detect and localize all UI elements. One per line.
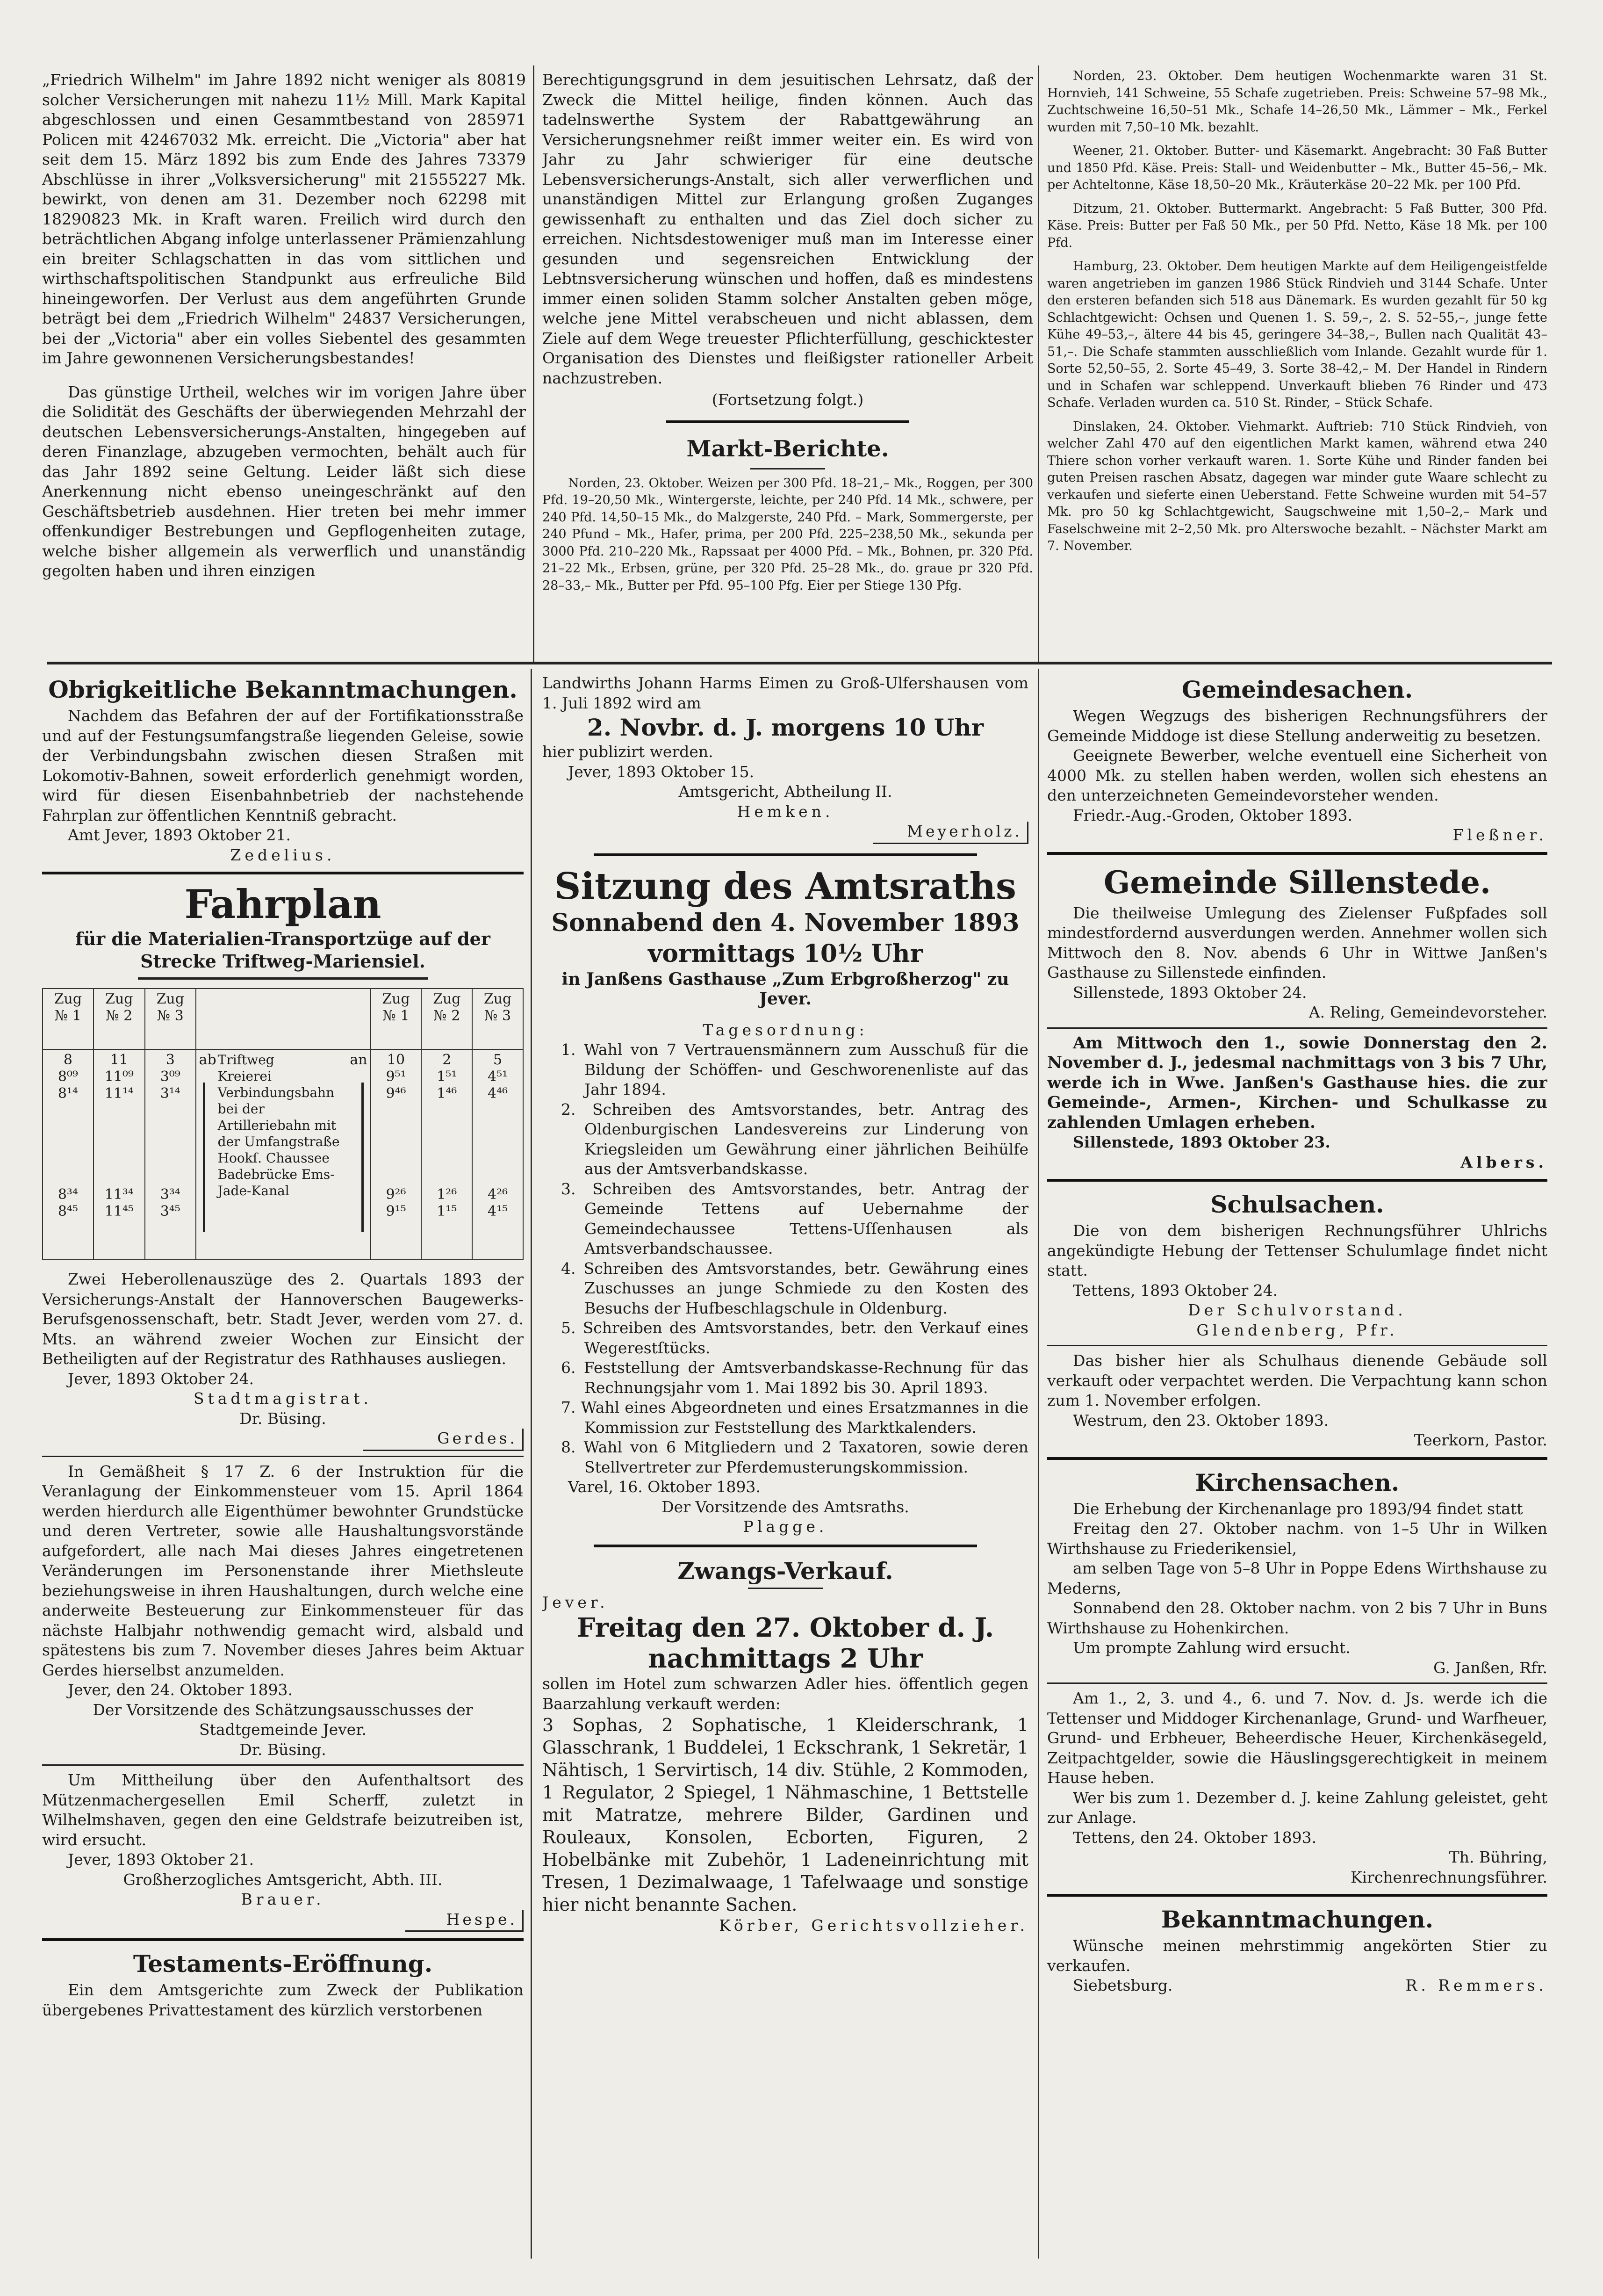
notice-place-date: Sillenstede, 1893 Oktober 23. [1073,1133,1330,1151]
market-report: Hamburg, 23. Oktober. Dem heutigen Markte auf dem Heiligengeistfelde waren angetrieben im ganzen 1986 Stück Rindvieh und 3144 Schafe. Unter den ersteren befanden sich 518 aus Dänemark. Es wurden gezahlt für 50 kg Schlachtgewicht: Ochsen und Quenen 1. S. 59,–, 2. S. 52–55,–, junge fette Kühe 49–53,–, ältere 44 bis 45, geringere 34–38,–, Bullen nach Qualität 43–51,–. Die Schafe stammten ausschließlich vom Inlande. Gezahlt wurde für 1. Sorte 52,50–55, 2. Sorte 45–49, 3. Sorte 38–42,– M. Der Handel in Rindern und in Schafen war schleppend. Unverkauft blieben 76 Rinder und 473 Schafe. Verladen wurden ca. 510 St. Rinder, – Stück Schafe. [1047,259,1547,410]
timetable-header: Zug № 2 [93,989,145,1049]
publication-date: 2. Novbr. d. J. morgens 10 Uhr [587,714,984,741]
timetable-stations [196,1049,371,1260]
article-paragraph: Das günstige Urtheil, welches wir im vorigen Jahre über die Solidität des Geschäfts der überwiegenden Mehrzahl der deutschen Lebensversicherungs-Anstalten, hingegeben auf deren Finanzlage, abzugeben vermochten, behält auch für das Jahr 1892 seine Geltung. Leider läßt sich diese Anerkennung nicht ebenso uneingeschränkt auf den Geschäftsbetrieb ausdehnen. Hier treten bei mehr immer offenkundiger Bestrebungen und Gepflogenheiten zutage, welche bisher allgemein als verwerflich und unanständig gegolten haben und ihren einzigen [42,383,526,580]
notice-text: Ein dem Amtsgerichte zum Zweck der Publikation übergebenes Privattestament des kürzlich verstorbenen [42,1981,524,2019]
notice-place-date: Tettens, 1893 Oktober 24. [1073,1281,1278,1300]
timetable-title: Fahrplan [184,881,381,927]
agenda-item: 6. Feststellung der Amtsverbandskasse-Rechnung für das Rechnungsjahr vom 1. Mai 1892 bis 30. April 1893. [561,1358,1028,1397]
notice-text: Wer bis zum 1. Dezember d. J. keine Zahlung geleistet, geht zur Anlage. [1047,1788,1547,1827]
notice-text: Die theilweise Umlegung des Zielenser Fußpfades soll mindestfordernd ausverdungen werden. Annehmer wollen sich Mittwoch den 8. Nov. abends 6 Uhr in Wittwe Janßen's Gasthause zu Sillenstede einfinden. [1047,903,1547,982]
divider [1047,1894,1547,1897]
notice-signature: Dr. Büsing. [239,1740,326,1759]
market-report: Ditzum, 21. Oktober. Buttermarkt. Angebracht: 5 Faß Butter, 300 Pfd. Käse. Preis: Butter per Faß 50 Mk., per 50 Pfd. Netto, Käse 18 Mk. per 100 Pfd. [1047,201,1547,250]
column-divider [1038,669,1039,2259]
notice-clerk-signature: Hespe. [405,1910,524,1932]
timetable-times: 3 3⁰⁹ 3¹⁴ 3³⁴ 3⁴⁵ [145,1049,196,1260]
divider [42,1456,524,1457]
notice-signature: Teerkorn, Pastor. [1414,1431,1547,1449]
notice-place-date: Friedr.-Aug.-Groden, Oktober 1893. [1073,806,1352,824]
timetable-subtitle: für die Materialien-Transportzüge auf der Strecke Triftweg-Mariensiel. [75,928,490,972]
market-reports-heading: Markt-Berichte. [686,435,889,462]
notice-signature: Glendenberg, Pfr. [1196,1321,1398,1339]
notice-text: Landwirths Johann Harms Eimen zu Groß-Ulfershausen vom 1. Juli 1892 wird am [542,674,1028,712]
notice-text: sollen im Hotel zum schwarzen Adler hies. öffentlich gegen Baarzahlung verkauft werden: [542,1675,1028,1713]
notice-text: Nachdem das Befahren der auf der Fortifikationsstraße und auf der Festungsumfangstraße liegenden Geleise, sowie der Verbindungsbahn zwischen diesen Straßen mit Lokomotiv-Bahnen, soweit erforderlich genehmigt worden, wird für diesen Eisenbahnbetrieb der nachstehende Fahrplan zur öffentlichen Kenntniß gebracht. [42,707,524,824]
down-arrow-icon [203,1083,205,1232]
sillenstede-heading: Gemeinde Sillenstede. [1104,864,1491,901]
article-column-2 [542,70,1033,678]
forced-sale-heading: Zwangs-Verkauf. [677,1557,893,1585]
school-heading: Schulsachen. [1210,1191,1384,1218]
divider [1047,852,1547,855]
notice-place-date: Jever, den 24. Oktober 1893. [68,1681,293,1699]
notices-column-1 [42,673,524,2254]
market-report: Dinslaken, 24. Oktober. Viehmarkt. Auftrieb: 710 Stück Rindvieh, von welcher Zahl 470 auf den eigentlichen Markt kamen, während etwa 240 Thiere schon vorher verkauft waren. 1. Sorte Kühe und Rinder fanden bei guten Preisen raschen Absatz, dagegen war minder gute Waare schlecht zu verkaufen und sieferte einen Ueberstand. Fette Schweine wurden mit 54–57 Mk. pro 50 kg Schlachtgewicht, Saugschweine mit 1,50–2,– Mark und Faselschweine mit 2–2,50 Mk. pro Alterswoche bezahlt. – Nächster Markt am 7. November. [1047,419,1547,553]
announcement-footer [1047,1976,1547,1996]
notice-clerk-signature: Gerdes. [363,1429,524,1451]
notice-signature: Stadtmagistrat. [194,1389,372,1408]
official-notices-heading: Obrigkeitliche Bekanntmachungen. [48,676,518,703]
column-divider [531,669,532,2259]
notice-clerk-signature: Meyerholz. [873,822,1028,844]
agenda-item: 8. Wahl von 6 Mitgliedern und 2 Taxatoren, sowie deren Stellvertreter zur Pferdemusterungskommission. [561,1438,1028,1476]
article-paragraph: Berechtigungsgrund in dem jesuitischen Lehrsatz, daß der Zweck die Mittel heilige, finden können. Auch das tadelnswerthe System der Rabattgewährung an Versicherungsnehmer reißt immer weiter ein. Es wird von Jahr zu Jahr schwieriger für eine deutsche Lebensversicherungs-Anstalt, sich aller verwerflichen und unanständigen Mittel zur Erlangung großen Zuganges gewissenhaft zu enthalten und das Ziel doch sicher zu erreichen. Nichtsdestoweniger muß man im Interesse einer gesunden und segensreichen Entwicklung der Lebtnsversicherung wünschen und hoffen, daß es mindestens immer einen soliden Stamm solcher Anstalten geben möge, welche jene Mittel verabscheuen und nicht ablassen, dem Ziele auf dem Wege treuester Pflichterfüllung, geschicktester Organisation des Dienstes und fleißigster rationeller Arbeit nachzustreben. [542,71,1033,387]
market-report-norden: Norden, 23. Oktober. Weizen per 300 Pfd. 18–21,– Mk., Roggen, per 300 Pfd. 19–20,50 Mk., Wintergerste, leichte, per 240 Pfd. 14 Mk., schwere, per 240 Pfd. 14,50–15 Mk., do Malzgerste, 240 Pfd. – Mark, Sommergerste, per 240 Pfund – Mk., Hafer, prima, per 200 Pfd. 225–238,50 Mk., sekunda per 3000 Pfd. 210–220 Mk., Rapssaat per 4000 Pfd. – Mk., Bohnen, pr. 320 Pfd. 21–22 Mk., Erbsen, grüne, per 320 Pfd. 25–28 Mk., do. graue pr 320 Pfd. 28–33,– Mk., Butter per Pfd. 95–100 Pfg. Eier per Stiege 130 Pfg. [542,476,1033,593]
market-report: Norden, 23. Oktober. Dem heutigen Wochenmarkte waren 31 St. Hornvieh, 141 Schweine, 55 Schafe zugetrieben. Preis: Schweine 57–98 Mk., Zuchtschweine 16,50–51 Mk., Schafe 14–26,50 Mk., Lämmer – Mk., Ferkel wurden mit 7,50–10 Mk. bezahlt. [1047,69,1547,135]
notice-signature: Großherzogliches Amtsgericht, Abth. III. [123,1870,443,1889]
agenda-item: 7. Wahl eines Abgeordneten und eines Ersatzmannes in die Kommission zur Feststellung des Marktkalenders. [561,1398,1028,1437]
notice-text: am selben Tage von 5–8 Uhr in Poppe Edens Wirthshause zu Mederns, [1047,1559,1547,1597]
market-reports-column [1047,68,1547,671]
church-heading: Kirchensachen. [1195,1468,1400,1496]
announcements-heading: Bekanntmachungen. [1161,1906,1434,1933]
agenda-item: 4. Schreiben des Amtsvorstandes, betr. Gewährung eines Zuschusses an junge Schmiede zu den Kosten des Besuchs der Hufbeschlagschule in Oldenburg. [561,1259,1028,1317]
timetable-times: 2 1⁵¹ 1⁴⁶ 1²⁶ 1¹⁵ [421,1049,472,1260]
timetable-header-empty [196,989,371,1049]
divider [138,977,428,980]
agenda-item: 2. Schreiben des Amtsvorstandes, betr. Antrag des Oldenburgischen Landesvereins zur Linderung von Kriegsleiden um Gewährung einer jährlichen Beihülfe aus der Amtsverbandskasse. [561,1100,1028,1178]
notice-place-date: Westrum, den 23. Oktober 1893. [1073,1411,1329,1430]
timetable [42,988,524,1260]
divider [42,1764,524,1766]
testament-heading: Testaments-Eröffnung. [133,1950,433,1978]
agenda-title: Tagesordnung: [703,1020,868,1039]
divider [1047,1345,1547,1346]
notice-text: Freitag den 27. Oktober nachm. von 1–5 Uhr in Wilken Wirthshause zu Friederikensiel, [1047,1519,1547,1558]
notice-text-bold: Am Mittwoch den 1., sowie Donnerstag den 2. November d. J., jedesmal nachmittags von 3 bis 7 Uhr, werde ich in Wwe. Janßen's Gasthause hies. die zur Gemeinde-, Armen-, Kirchen- und Schulkasse zu zahlenden Umlagen erheben. [1047,1033,1547,1132]
agenda-list [542,1040,1028,1477]
notice-signature: Plagge. [743,1517,828,1536]
divider [750,468,825,469]
timetable-header: Zug № 1 [43,989,93,1049]
column-divider [1038,65,1039,664]
notice-text: Um Mittheilung über den Aufenthaltsort des Mützenmachergesellen Emil Scherff, zuletzt in Wilhelmshaven, gegen den eine Geldstrafe beizutreiben ist, wird ersucht. [42,1771,524,1849]
notice-signature: Der Schulvorstand. [1188,1301,1407,1319]
timetable-header: Zug № 3 [145,989,196,1049]
notice-signature: Th. Bühring, [1449,1848,1547,1866]
timetable-header: Zug № 2 [421,989,472,1049]
article-column-1 [42,70,526,655]
notice-text: In Gemäßheit § 17 Z. 6 der Instruktion für die Veranlagung der Einkommensteuer vom 15. April 1864 werden hierdurch alle Eigenthümer bewohnter Grundstücke und deren Vertreter, sowie alle Haushaltungsvorstände aufgefordert, alle nach Mai dieses Jahres eingetretenen Veränderungen im Personenstande ihrer Miethsleute beziehungsweise in ihren Haushaltungen, durch welche eine anderweite Besteuerung zur Einkommensteuer für das nächste Halbjahr nothwendig gemacht wird, alsbald und spätestens bis zum 7. November dieses Jahres beim Aktuar Gerdes hierselbst anzumelden. [42,1462,524,1679]
agenda-item: 3. Schreiben des Amtsvorstandes, betr. Antrag der Gemeinde Tettens auf Uebernahme der Gemeindechaussee Tettens-Uſſenhausen als Amtsverbandschaussee. [561,1179,1028,1257]
amtsrath-heading: Sitzung des Amtsraths [554,865,1016,908]
divider [594,1545,977,1547]
notice-signature: Amtsgericht, Abtheilung II. [678,782,892,801]
notice-text: Sonnabend den 28. Oktober nachm. von 2 bis 7 Uhr in Buns Wirthshause zu Hohenkirchen. [1047,1599,1547,1637]
divider [42,1938,524,1941]
notice-text: Zwei Heberollenauszüge des 2. Quartals 1893 der Versicherungs-Anstalt der Hannoverschen Baugewerks-Berufsgenossenschaft, betr. Stadt Jever, werden vom 27. d. Mts. an während zweier Wochen zur Einsicht der Betheiligten auf der Registratur des Rathhauses ausliegen. [42,1270,524,1368]
notice-place-date: Varel, 16. Oktober 1893. [568,1478,761,1496]
notice-signature: Albers. [1460,1153,1547,1171]
notices-column-3 [1047,673,1547,2254]
notice-place-date: Jever, 1893 Oktober 24. [68,1369,254,1388]
divider [1047,1457,1547,1460]
up-arrow-icon [361,1083,364,1232]
agenda-item: 1. Wahl von 7 Vertrauensmännern zum Ausschuß für die Bildung der Schöffen- und Geschworenenliste auf das Jahr 1894. [561,1040,1028,1098]
notice-text: Am 1., 2, 3. und 4., 6. und 7. Nov. d. Js. werde ich die Tettenser und Middoger Kirchenanlage, Grund- und Warfheuer, Grund- und Erbheuer, Beheerdische Heuer, Kirchenkäsegeld, Zeitpachtgelder, sowie die Häuslingsgerechtigkeit in meinem Hause heben. [1047,1689,1547,1787]
timetable-header: Zug № 3 [472,989,523,1049]
notice-place-date: Sillenstede, 1893 Oktober 24. [1073,983,1307,1002]
column-divider [533,65,534,664]
divider [1047,1682,1547,1684]
notice-signature: Der Vorsitzende des Schätzungsausschusses der Stadtgemeinde Jever. [93,1700,473,1739]
sale-date: Freitag den 27. Oktober d. J. [576,1612,994,1643]
timetable-times: 11 11⁰⁹ 11¹⁴ 11³⁴ 11⁴⁵ [93,1049,145,1260]
notice-place-date: Tettens, den 24. Oktober 1893. [1073,1828,1317,1847]
notice-signature: Brauer. [241,1890,325,1908]
notice-signature: A. Reling, Gemeindevorsteher. [1308,1003,1547,1021]
divider [1047,1027,1547,1029]
community-heading: Gemeindesachen. [1181,676,1413,703]
sale-item-list: 3 Sophas, 2 Sophatische, 1 Kleiderschrank, 1 Glasschrank, 1 Buddelei, 1 Eckschrank, 1 Sekretär, 1 Nähtisch, 1 Servirtisch, 14 div. Stühle, 2 Kommoden, 1 Regulator, 2 Spiegel, 1 Nähmaschine, 1 Bettstelle mit Matratze, mehrere Bilder, Gardinen und Rouleaux, Konsolen, Ecborten, Figuren, 2 Hobelbänke mit Zubehör, 1 Ladeneinrichtung mit Tresen, 1 Dezimalwaage, 1 Tafelwaage und sonstige hier nicht benannte Sachen. [542,1715,1028,1915]
sale-place: Jever. [542,1593,609,1611]
notice-signature: Zedelius. [230,845,336,864]
notice-signature: Fleßner. [1452,826,1547,844]
notice-signature: Dr. Büsing. [239,1409,326,1428]
newspaper-page [28,61,1566,2268]
article-paragraph: „Friedrich Wilhelm" im Jahre 1892 nicht weniger als 80819 solcher Versicherungen mit nahezu 11½ Mill. Mark Kapital abgeschlossen und einen Gesammtbestand von 285971 Policen mit 42467032 Mk. erreicht. Die „Victoria" aber hat seit dem 15. März 1892 bis zum Ende des Jahres 73379 Abschlüsse in ihrer „Volksversicherung" mit 21555227 Mk. bewirkt, von denen am 31. Dezember noch 62298 mit 18290823 Mk. in Kraft waren. Freilich wird durch den beträchtlichen Abgang infolge unterlassener Prämienzahlung ein breiter Schlagschatten in das vom sittlichen und wirthschaftspolitischen Standpunkt aus erfreuliche Bild hineingeworfen. Der Verlust aus dem angeführten Grunde beträgt bei dem „Friedrich Wilhelm" 24837 Versicherungen, bei der „Victoria" aber ein volles Siebentel des gesammten im Jahre gewonnenen Versicherungsbestandes! [42,71,526,367]
timetable-header: Zug № 1 [371,989,422,1049]
agenda-item: 5. Schreiben des Amtsvorstandes, betr. den Verkauf eines Wegerestſtücks. [561,1319,1028,1357]
station-list: Triftweg Kreierei Verbindungsbahn bei der Artilleriebahn mit der Umfangstraße Hookſ. Chaussee Badebrücke Ems-Jade-Kanal [217,1052,340,1199]
meeting-date: Sonnabend den 4. November 1893 [551,908,1020,937]
timetable-times: 8 8⁰⁹ 8¹⁴ 8³⁴ 8⁴⁵ [43,1049,93,1260]
divider [666,420,909,423]
notice-text: Die Erhebung der Kirchenanlage pro 1893/94 findet statt [1073,1499,1523,1518]
divider [748,1588,823,1589]
notice-signature: Der Vorsitzende des Amtsraths. [661,1497,909,1516]
divider [1047,1179,1547,1182]
notice-text: Um prompte Zahlung wird ersucht. [1073,1639,1351,1657]
notice-place-date: Amt Jever, 1893 Oktober 21. [68,826,291,844]
notice-place-date: Jever, 1893 Oktober 21. [68,1850,254,1869]
section-divider [47,662,1552,664]
depart-label: ab [199,1052,216,1068]
notice-place: Siebetsburg. [1073,1976,1173,1994]
notice-text: Wegen Wegzugs des bisherigen Rechnungsführers der Gemeinde Middoge ist diese Stellung anderweitig zu besetzen. [1047,707,1547,745]
notice-signature: Kirchenrechnungsführer. [1350,1868,1547,1886]
continued-note: (Fortsetzung folgt.) [712,390,864,409]
meeting-time: vormittags 10½ Uhr [648,939,923,968]
divider [594,853,977,856]
notice-signature: G. Janßen, Rfr. [1433,1658,1547,1677]
sale-time: nachmittags 2 Uhr [647,1643,923,1674]
notice-signature: Körber, Gerichtsvollzieher. [719,1916,1028,1935]
meeting-place: in Janßens Gasthause „Zum Erbgroßherzog" zu Jever. [561,969,1009,1009]
notice-text: Geeignete Bewerber, welche eventuell eine Sicherheit von 4000 Mk. zu stellen haben werden, wollen sich ehestens an den unterzeichneten Gemeindevorsteher wenden. [1047,746,1547,804]
notice-text: Wünsche meinen mehrstimmig angekörten Stier zu verkaufen. [1047,1936,1547,1975]
timetable-times: 5 4⁵¹ 4⁴⁶ 4²⁶ 4¹⁵ [472,1049,523,1260]
notice-text: Das bisher hier als Schulhaus dienende Gebäude soll verkauft oder verpachtet werden. Die Verpachtung kann schon zum 1. November erfolgen. [1047,1351,1547,1409]
notices-column-2 [542,673,1028,2254]
timetable-times: 10 9⁵¹ 9⁴⁶ 9²⁶ 9¹⁵ [371,1049,422,1260]
notice-text: Die von dem bisherigen Rechnungsführer Uhlrichs angekündigte Hebung der Tettenser Schulumlage findet nicht statt. [1047,1221,1547,1279]
notice-text: hier publizirt werden. [542,743,713,761]
market-report: Weener, 21. Oktober. Butter- und Käsemarkt. Angebracht: 30 Faß Butter und 1850 Pfd. Käse. Preis: Stall- und Weidenbutter – Mk., Butter 45–56,– Mk. per Achteltonne, Käse 18,50–20 Mk., Kräuterkäse 20–22 Mk. per 100 Pfd. [1047,144,1547,192]
divider [42,872,524,874]
notice-place-date: Jever, 1893 Oktober 15. [568,762,755,781]
notice-signature: R. Remmers. [1405,1976,1547,1994]
arrive-label: an [350,1052,367,1068]
notice-signature: Hemken. [737,802,834,821]
